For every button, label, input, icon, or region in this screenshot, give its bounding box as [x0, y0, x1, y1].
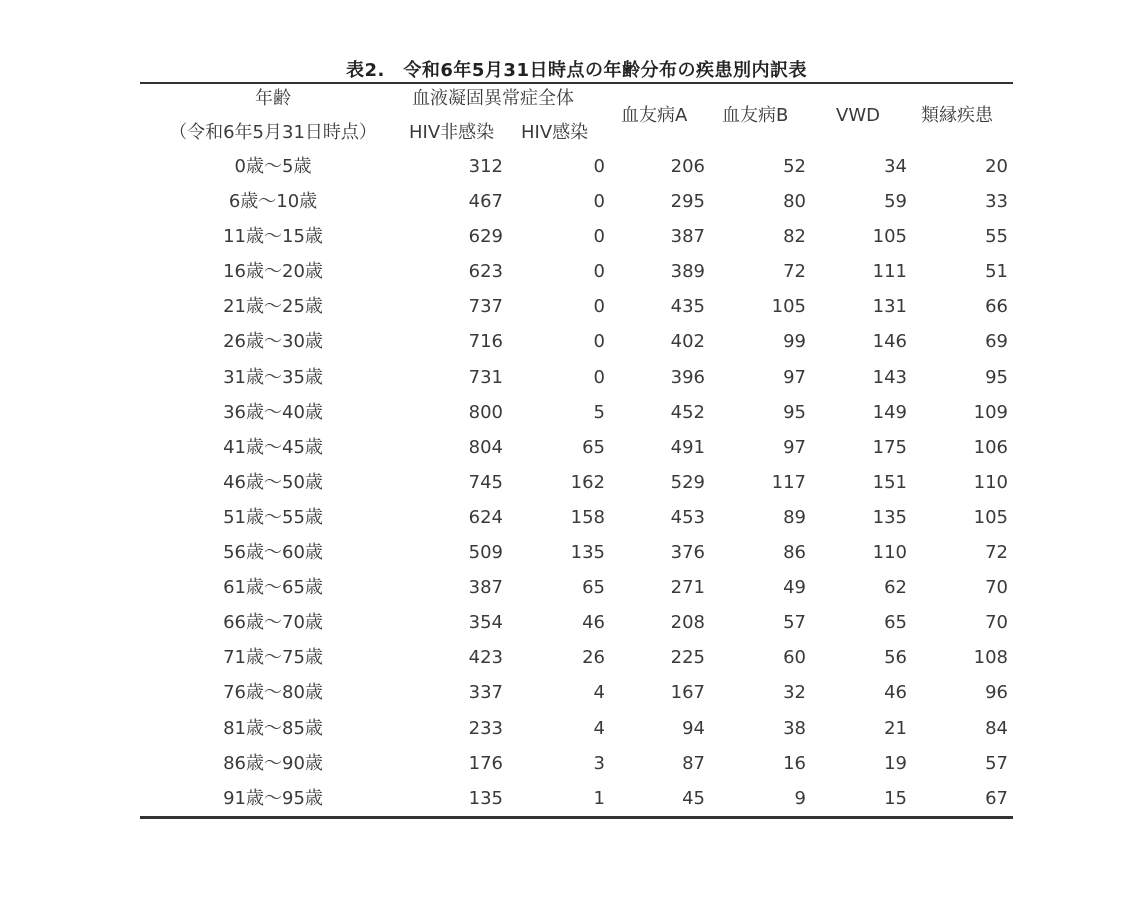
- header-hemophilia-a: 血友病A: [621, 105, 688, 126]
- cell-hemophilia-a: 271: [670, 577, 705, 599]
- cell-related-diseases: 51: [985, 261, 1008, 283]
- cell-hemophilia-a: 87: [682, 752, 705, 774]
- cell-hemophilia-b: 60: [783, 647, 806, 669]
- cell-hiv-negative: 737: [468, 296, 503, 318]
- table-row: [140, 255, 1013, 290]
- cell-related-diseases: 84: [985, 717, 1008, 739]
- cell-related-diseases: 110: [973, 471, 1008, 493]
- cell-related-diseases: 66: [985, 296, 1008, 318]
- table-row: [140, 676, 1013, 711]
- header-age-sub: （令和6年5月31日時点）: [169, 122, 377, 143]
- cell-related-diseases: 55: [985, 226, 1008, 248]
- cell-hemophilia-b: 32: [783, 682, 806, 704]
- table-row: [140, 712, 1013, 747]
- cell-vwd: 65: [884, 612, 907, 634]
- cell-hemophilia-b: 89: [783, 506, 806, 528]
- cell-hiv-negative: 387: [468, 577, 503, 599]
- cell-hemophilia-a: 225: [670, 647, 705, 669]
- cell-hemophilia-b: 117: [771, 471, 806, 493]
- cell-related-diseases: 57: [985, 752, 1008, 774]
- cell-related-diseases: 96: [985, 682, 1008, 704]
- cell-hiv-negative: 176: [468, 752, 503, 774]
- cell-hiv-positive: 1: [593, 787, 605, 809]
- cell-vwd: 143: [872, 366, 907, 388]
- cell-hiv-negative: 423: [468, 647, 503, 669]
- cell-age: 11歳〜15歳: [223, 226, 323, 248]
- table-row: [140, 501, 1013, 536]
- cell-hiv-positive: 162: [570, 471, 605, 493]
- table-row: [140, 606, 1013, 641]
- cell-hiv-negative: 623: [468, 261, 503, 283]
- cell-hiv-positive: 0: [593, 191, 605, 213]
- cell-related-diseases: 95: [985, 366, 1008, 388]
- cell-hiv-positive: 0: [593, 261, 605, 283]
- cell-hemophilia-b: 95: [783, 401, 806, 423]
- cell-vwd: 149: [872, 401, 907, 423]
- cell-age: 76歳〜80歳: [223, 682, 323, 704]
- cell-hiv-positive: 0: [593, 366, 605, 388]
- cell-related-diseases: 108: [973, 647, 1008, 669]
- cell-hemophilia-b: 86: [783, 542, 806, 564]
- table-row: [140, 325, 1013, 360]
- header-hiv-positive: HIV感染: [521, 122, 589, 143]
- cell-hiv-negative: 624: [468, 506, 503, 528]
- cell-hemophilia-b: 52: [783, 156, 806, 177]
- cell-age: 46歳〜50歳: [223, 471, 323, 493]
- cell-related-diseases: 105: [973, 506, 1008, 528]
- cell-vwd: 59: [884, 191, 907, 213]
- table-row: [140, 536, 1013, 571]
- cell-hiv-positive: 0: [593, 296, 605, 318]
- cell-related-diseases: 109: [973, 401, 1008, 423]
- cell-hemophilia-a: 396: [670, 366, 705, 388]
- cell-related-diseases: 106: [973, 436, 1008, 458]
- cell-hiv-negative: 467: [468, 191, 503, 213]
- cell-hiv-negative: 312: [468, 156, 503, 177]
- cell-related-diseases: 70: [985, 577, 1008, 599]
- header-group: 血液凝固異常症全体: [412, 88, 574, 109]
- cell-age: 91歳〜95歳: [223, 787, 323, 809]
- cell-hemophilia-a: 295: [670, 191, 705, 213]
- cell-hiv-negative: 800: [468, 401, 503, 423]
- cell-age: 26歳〜30歳: [223, 331, 323, 353]
- cell-hiv-negative: 135: [468, 787, 503, 809]
- cell-age: 66歳〜70歳: [223, 612, 323, 634]
- table-row: [140, 571, 1013, 606]
- cell-vwd: 110: [872, 542, 907, 564]
- cell-age: 21歳〜25歳: [223, 296, 323, 318]
- cell-hemophilia-a: 208: [670, 612, 705, 634]
- bottom-rule: [140, 816, 1013, 819]
- cell-hiv-positive: 0: [593, 331, 605, 353]
- cell-vwd: 135: [872, 506, 907, 528]
- table-row: [140, 290, 1013, 325]
- cell-hiv-positive: 0: [593, 156, 605, 177]
- table-row: [140, 396, 1013, 431]
- table-row: [140, 747, 1013, 782]
- cell-vwd: 15: [884, 787, 907, 809]
- table-header: [140, 84, 1013, 150]
- cell-age: 51歳〜55歳: [223, 506, 323, 528]
- table-row: [140, 431, 1013, 466]
- cell-hemophilia-b: 57: [783, 612, 806, 634]
- cell-hemophilia-b: 97: [783, 436, 806, 458]
- cell-age: 86歳〜90歳: [223, 752, 323, 774]
- header-related-diseases: 類縁疾患: [921, 105, 993, 126]
- cell-vwd: 131: [872, 296, 907, 318]
- table-row: [140, 220, 1013, 255]
- cell-hemophilia-b: 82: [783, 226, 806, 248]
- cell-hiv-positive: 26: [582, 647, 605, 669]
- cell-vwd: 146: [872, 331, 907, 353]
- cell-hemophilia-a: 389: [670, 261, 705, 283]
- cell-related-diseases: 70: [985, 612, 1008, 634]
- cell-hemophilia-b: 99: [783, 331, 806, 353]
- table-row: [140, 641, 1013, 676]
- cell-hiv-negative: 337: [468, 682, 503, 704]
- cell-hemophilia-a: 45: [682, 787, 705, 809]
- cell-vwd: 111: [872, 261, 907, 283]
- cell-hiv-positive: 0: [593, 226, 605, 248]
- cell-age: 6歳〜10歳: [228, 191, 318, 213]
- cell-hemophilia-b: 72: [783, 261, 806, 283]
- cell-age: 31歳〜35歳: [223, 366, 323, 388]
- table-body: [140, 150, 1013, 817]
- header-hemophilia-b: 血友病B: [722, 105, 789, 126]
- cell-hemophilia-a: 453: [670, 506, 705, 528]
- table-row: [140, 150, 1013, 185]
- table-row: [140, 185, 1013, 220]
- header-vwd: VWD: [836, 105, 880, 126]
- cell-hemophilia-a: 402: [670, 331, 705, 353]
- cell-hemophilia-b: 97: [783, 366, 806, 388]
- cell-hemophilia-a: 435: [670, 296, 705, 318]
- table-row: [140, 466, 1013, 501]
- cell-related-diseases: 72: [985, 542, 1008, 564]
- cell-hiv-negative: 745: [468, 471, 503, 493]
- cell-hemophilia-b: 16: [783, 752, 806, 774]
- cell-hemophilia-b: 80: [783, 191, 806, 213]
- cell-hiv-negative: 233: [468, 717, 503, 739]
- cell-hemophilia-b: 105: [771, 296, 806, 318]
- cell-hiv-positive: 65: [582, 436, 605, 458]
- cell-hemophilia-b: 49: [783, 577, 806, 599]
- cell-age: 71歳〜75歳: [223, 647, 323, 669]
- cell-hiv-negative: 716: [468, 331, 503, 353]
- cell-hiv-negative: 629: [468, 226, 503, 248]
- cell-hiv-positive: 4: [593, 717, 605, 739]
- age-distribution-table: [140, 84, 1013, 817]
- cell-hiv-positive: 4: [593, 682, 605, 704]
- cell-hiv-negative: 731: [468, 366, 503, 388]
- cell-age: 61歳〜65歳: [223, 577, 323, 599]
- cell-hiv-negative: 509: [468, 542, 503, 564]
- cell-hemophilia-a: 167: [670, 682, 705, 704]
- header-age: 年齢: [255, 88, 291, 109]
- cell-hemophilia-a: 452: [670, 401, 705, 423]
- cell-vwd: 151: [872, 471, 907, 493]
- cell-hemophilia-a: 94: [682, 717, 705, 739]
- cell-hiv-positive: 46: [582, 612, 605, 634]
- table-title: 表2. 令和6年5月31日時点の年齢分布の疾患別内訳表: [346, 60, 807, 81]
- cell-hiv-negative: 354: [468, 612, 503, 634]
- cell-age: 56歳〜60歳: [223, 542, 323, 564]
- cell-age: 41歳〜45歳: [223, 436, 323, 458]
- cell-vwd: 175: [872, 436, 907, 458]
- table-row: [140, 782, 1013, 817]
- cell-hiv-positive: 158: [570, 506, 605, 528]
- cell-hiv-positive: 5: [593, 401, 605, 423]
- cell-hemophilia-b: 38: [783, 717, 806, 739]
- cell-vwd: 62: [884, 577, 907, 599]
- cell-age: 36歳〜40歳: [223, 401, 323, 423]
- cell-hiv-negative: 804: [468, 436, 503, 458]
- cell-vwd: 46: [884, 682, 907, 704]
- cell-hemophilia-a: 206: [670, 156, 705, 177]
- cell-hemophilia-a: 491: [670, 436, 705, 458]
- cell-age: 0歳〜5歳: [234, 156, 312, 177]
- cell-vwd: 105: [872, 226, 907, 248]
- cell-related-diseases: 33: [985, 191, 1008, 213]
- cell-hiv-positive: 135: [570, 542, 605, 564]
- cell-related-diseases: 20: [985, 156, 1008, 177]
- cell-vwd: 56: [884, 647, 907, 669]
- cell-vwd: 19: [884, 752, 907, 774]
- cell-vwd: 34: [884, 156, 907, 177]
- cell-age: 16歳〜20歳: [223, 261, 323, 283]
- cell-related-diseases: 69: [985, 331, 1008, 353]
- cell-hiv-positive: 65: [582, 577, 605, 599]
- cell-hemophilia-a: 387: [670, 226, 705, 248]
- header-hiv-negative: HIV非感染: [409, 122, 495, 143]
- cell-vwd: 21: [884, 717, 907, 739]
- cell-hemophilia-a: 529: [670, 471, 705, 493]
- cell-related-diseases: 67: [985, 787, 1008, 809]
- cell-hemophilia-b: 9: [794, 787, 806, 809]
- table-row: [140, 361, 1013, 396]
- cell-hemophilia-a: 376: [670, 542, 705, 564]
- cell-hiv-positive: 3: [593, 752, 605, 774]
- cell-age: 81歳〜85歳: [223, 717, 323, 739]
